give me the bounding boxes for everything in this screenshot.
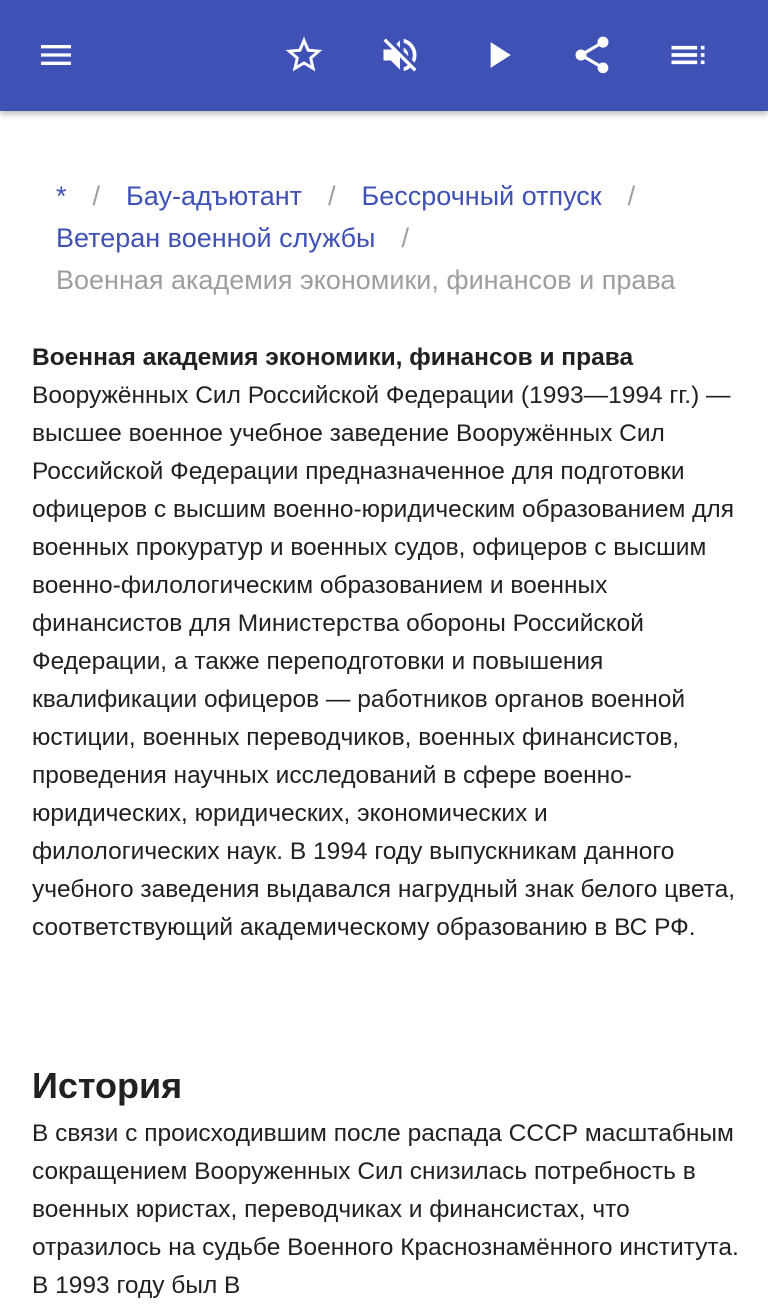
playlist-icon bbox=[666, 33, 710, 77]
menu-button[interactable] bbox=[28, 27, 84, 83]
share-icon bbox=[570, 33, 614, 77]
breadcrumb bbox=[56, 175, 736, 301]
breadcrumb-separator: / bbox=[401, 223, 409, 253]
favorite-button[interactable] bbox=[276, 27, 332, 83]
mute-button[interactable] bbox=[372, 27, 428, 83]
contents-button[interactable] bbox=[660, 27, 716, 83]
volume-off-icon bbox=[378, 33, 422, 77]
article-content bbox=[0, 111, 768, 1299]
section-paragraph-history: В связи с происходившим после распада СССР масштабным сокращением Вооруженных Сил снизилась потребность в военных юристах, переводчиках и финансистах, что отразилось на судьбе Военного Краснознамённого института. В 1993 году был В bbox=[32, 1120, 739, 1299]
breadcrumb-link-veteran[interactable]: Ветеран военной службы bbox=[56, 223, 376, 253]
breadcrumb-link-home[interactable]: * bbox=[56, 181, 67, 211]
breadcrumb-separator: / bbox=[92, 181, 101, 211]
breadcrumb-link-indefinite-leave[interactable]: Бессрочный отпуск bbox=[361, 181, 602, 211]
article-lead-bold: Военная академия экономики, финансов и права bbox=[32, 344, 634, 371]
app-toolbar bbox=[0, 0, 768, 111]
article-lead-text: Вооружённых Сил Российской Федерации (1993—1994 гг.) — высшее военное учебное заведение Вооружённых Сил Российской Федерации предназначенное для подготовки офицеров с высшим военно-юридическим образованием для военных прокуратур и военных судов, офицеров с высшим военно-филологическим образованием и военных финансистов для Министерства обороны Российской Федерации, а также переподготовки и повышения квалификации офицеров — работников органов военной юстиции, военных переводчиков, военных финансистов, проведения научных исследований в сфере военно-юридических, юридических, экономических и филологических наук. В 1994 году выпускникам данного учебного заведения выдавался нагрудный знак белого цвета, соответствующий академическому образованию в ВС РФ. bbox=[32, 382, 736, 941]
section-title-history: История bbox=[32, 1065, 183, 1106]
breadcrumb-separator: / bbox=[328, 181, 336, 211]
breadcrumb-separator: / bbox=[627, 181, 636, 211]
menu-icon bbox=[36, 35, 76, 75]
article-body bbox=[32, 339, 740, 947]
star-icon bbox=[282, 33, 326, 77]
play-icon bbox=[476, 33, 520, 77]
article-lead-paragraph bbox=[32, 339, 740, 947]
play-button[interactable] bbox=[470, 27, 526, 83]
breadcrumb-current: Военная академия экономики, финансов и права bbox=[56, 265, 676, 295]
share-button[interactable] bbox=[564, 27, 620, 83]
breadcrumb-link-bau-adjutant[interactable]: Бау-адъютант bbox=[126, 181, 303, 211]
